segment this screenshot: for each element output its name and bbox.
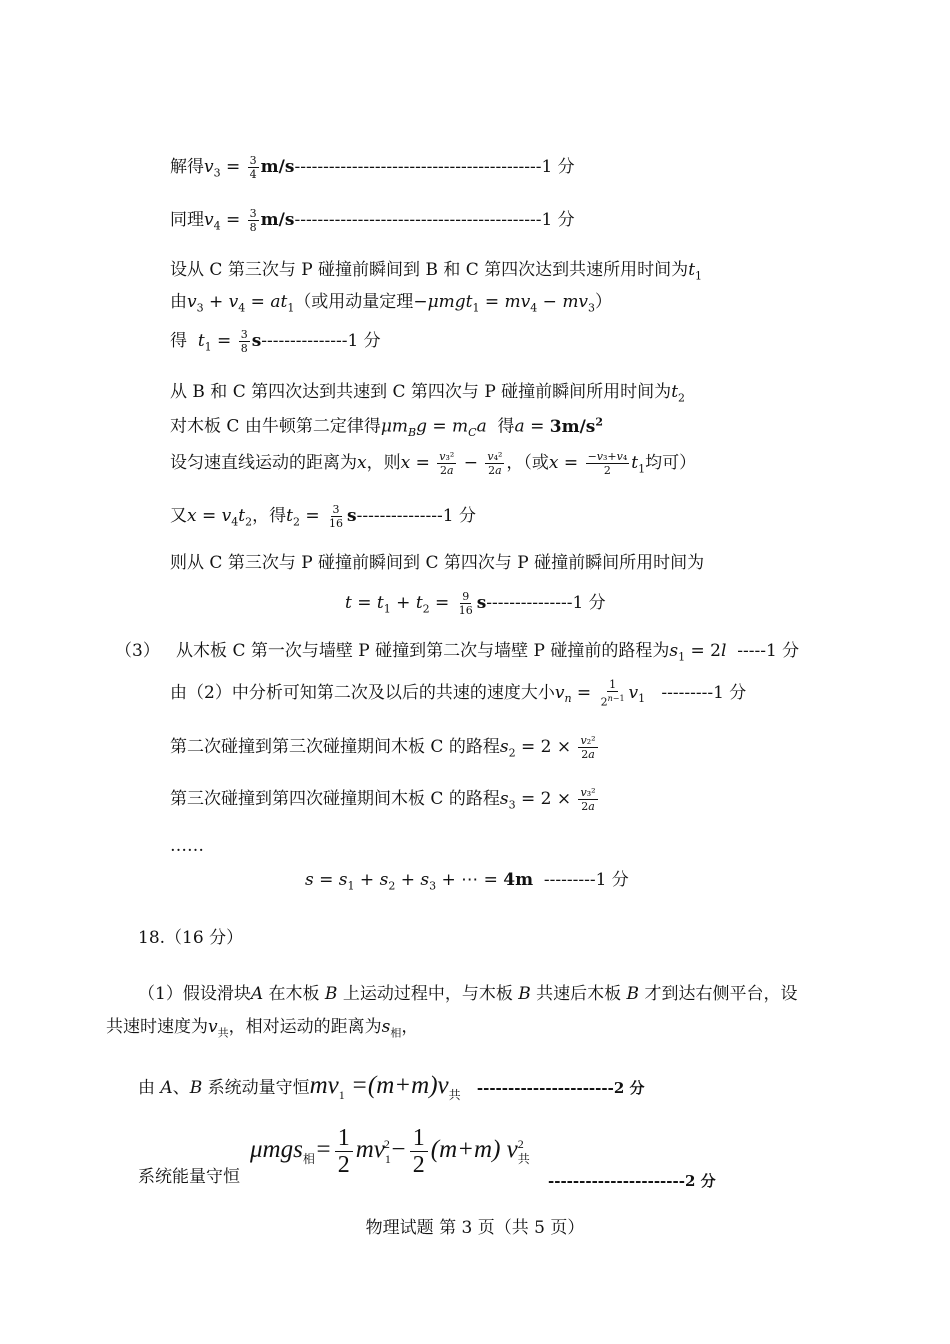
text: 均可） <box>645 453 697 473</box>
text: （1）假设滑块 <box>138 984 251 1004</box>
text: 系统能量守恒 <box>138 1167 240 1187</box>
line-assume-t1: 设从 C 第三次与 P 碰撞前瞬间到 B 和 C 第四次达到共速所用时间为$t_1$ <box>170 260 703 283</box>
text: 才到达右侧平台，设 <box>644 984 798 1004</box>
text: 系统动量守恒 <box>207 1078 310 1098</box>
text: ） <box>595 292 613 312</box>
text: ，（或 <box>506 453 549 473</box>
dash-score: -----1 分 <box>737 641 800 661</box>
dash-score: ---------1 分 <box>543 870 629 890</box>
ellipsis <box>170 834 204 858</box>
line-eq-t1: 由$v_3 + v_4 = at_1$（或用动量定理$-\mu mgt_1 = mv_4 - mv_3$） <box>170 292 613 315</box>
text: 由 <box>170 292 187 312</box>
text: 解得 <box>170 157 204 177</box>
line-momentum: 由 A、B 系统动量守恒$mv_1 =(m+m)v_共$ ----------------------2 分 <box>138 1072 645 1102</box>
text: 同理 <box>170 210 204 230</box>
dash-score: -------------------------------------------1 分 <box>294 210 575 230</box>
text: 设匀速直线运动的距离为 <box>170 453 357 473</box>
text: 18.（16 分） <box>138 928 244 948</box>
text: …… <box>170 836 204 856</box>
dash-score: ---------------1 分 <box>486 593 606 613</box>
text: 从 B 和 C 第四次达到共速到 C 第四次与 P 碰撞前瞬间所用时间为 <box>170 382 672 402</box>
dash-score: ---------------1 分 <box>261 331 381 351</box>
text: ，相对运动的距离为 <box>228 1017 382 1037</box>
line-total-time: $t = t_1 + t_2$ = $\frac{9}{16}$ s---------------1 分 <box>345 590 606 617</box>
energy-formula: μmgs$_相$= $\frac{1}{2}$ $mv_1^2-$ $\frac{1}{2}$ (m+m) $v_共^2$ <box>250 1125 530 1178</box>
text: 在木板 <box>268 984 320 1004</box>
q18-paragraph-line2: 共速时速度为$v_共$，相对运动的距离为$s_相$， <box>106 1017 419 1040</box>
dash-score: ----------------------2 分 <box>548 1172 716 1190</box>
line-assume-t2: 从 B 和 C 第四次达到共速到 C 第四次与 P 碰撞前瞬间所用时间为$t_2$ <box>170 382 686 405</box>
dash-score: ----------------------2 分 <box>476 1079 645 1097</box>
dash-score: ---------------1 分 <box>356 506 476 526</box>
page-footer <box>0 1216 950 1240</box>
text: 从木板 C 第一次与墙壁 P 碰撞到第二次与墙壁 P 碰撞前的路程为 <box>176 641 670 661</box>
dash-score: -------------------------------------------1 分 <box>294 157 575 177</box>
text: ， <box>401 1017 419 1037</box>
text: 第二次碰撞到第三次碰撞期间木板 C 的路程 <box>170 737 500 757</box>
text: 共速时速度为 <box>106 1017 208 1037</box>
text: 得 <box>497 416 515 437</box>
line-v4: 同理$v_4$ = $\frac{3}{8}$ m/s-------------------------------------------1 分 <box>170 207 575 234</box>
text: 得 <box>170 331 187 351</box>
text: 则从 C 第三次与 P 碰撞前瞬间到 C 第四次与 P 碰撞前瞬间所用时间为 <box>170 553 705 573</box>
text: 第三次碰撞到第四次碰撞期间木板 C 的路程 <box>170 789 500 809</box>
text: 上运动过程中，与木板 <box>342 984 513 1004</box>
line-vn: 由（2）中分析可知第二次及以后的共速的速度大小$v_n$ = $\frac{1}{2^{n-1}}$ $v_1$ ---------1 分 <box>170 678 747 709</box>
text: ，则 <box>366 453 401 473</box>
part-number: （3） <box>115 641 160 661</box>
q18-paragraph-line1: （1）假设滑块A 在木板 B 上运动过程中，与木板 B 共速后木板 B 才到达右侧平台，设 <box>138 984 798 1004</box>
dash-score: ---------1 分 <box>661 682 747 703</box>
line-total-time-intro <box>170 551 704 575</box>
text: 由 <box>138 1078 155 1098</box>
text: 物理试题 第 3 页（共 5 页） <box>365 1218 585 1238</box>
text: （或用动量定理 <box>294 292 414 312</box>
line-t1-result: 得 $t_1$ = $\frac{3}{8}$ s---------------1 分 <box>170 328 381 355</box>
line-sum: $s = s_1 + s_2 + s_3$ + ⋯ = 4m ---------1 分 <box>305 870 629 893</box>
text: 设从 C 第三次与 P 碰撞前瞬间到 B 和 C 第四次达到共速所用时间为 <box>170 260 689 280</box>
text: 由（2）中分析可知第二次及以后的共速的速度大小 <box>170 682 555 703</box>
text: ，得 <box>252 506 287 526</box>
text: 共速后木板 <box>536 984 622 1004</box>
text: 对木板 C 由牛顿第二定律得 <box>170 416 381 437</box>
line-s3: 第三次碰撞到第四次碰撞期间木板 C 的路程$s_3 = 2$ × $\frac{\text{v₃²}}{2a}$ <box>170 786 596 813</box>
text: 又 <box>170 506 187 526</box>
line-s2: 第二次碰撞到第三次碰撞期间木板 C 的路程$s_2 = 2$ × $\frac{\text{v₂²}}{2a}$ <box>170 734 596 761</box>
line-part3-s1: （3） 从木板 C 第一次与墙壁 P 碰撞到第二次与墙壁 P 碰撞前的路程为$s_1 = 2l$ -----1 分 <box>115 641 800 664</box>
line-v3: 解得$v_3$ = $\frac{3}{4}$ m/s-------------------------------------------1 分 <box>170 154 575 181</box>
line-newton: 对木板 C 由牛顿第二定律得$\mu m_Bg = m_Ca$ 得$a = 3m/s^2$ <box>170 415 604 440</box>
line-distance: 设匀速直线运动的距离为x，则x = $\frac{\text{v₃²}}{2a}$ − $\frac{\text{v₄²}}{2a}$ ，（或x = $\frac{\text{−v₃+v₄}}{2}$ $t_1$均可） <box>170 450 697 477</box>
question-18-title <box>138 926 243 950</box>
line-t2-result: 又$x = v_4t_2$，得$t_2$ = $\frac{3}{16}$ s---------------1 分 <box>170 503 476 530</box>
